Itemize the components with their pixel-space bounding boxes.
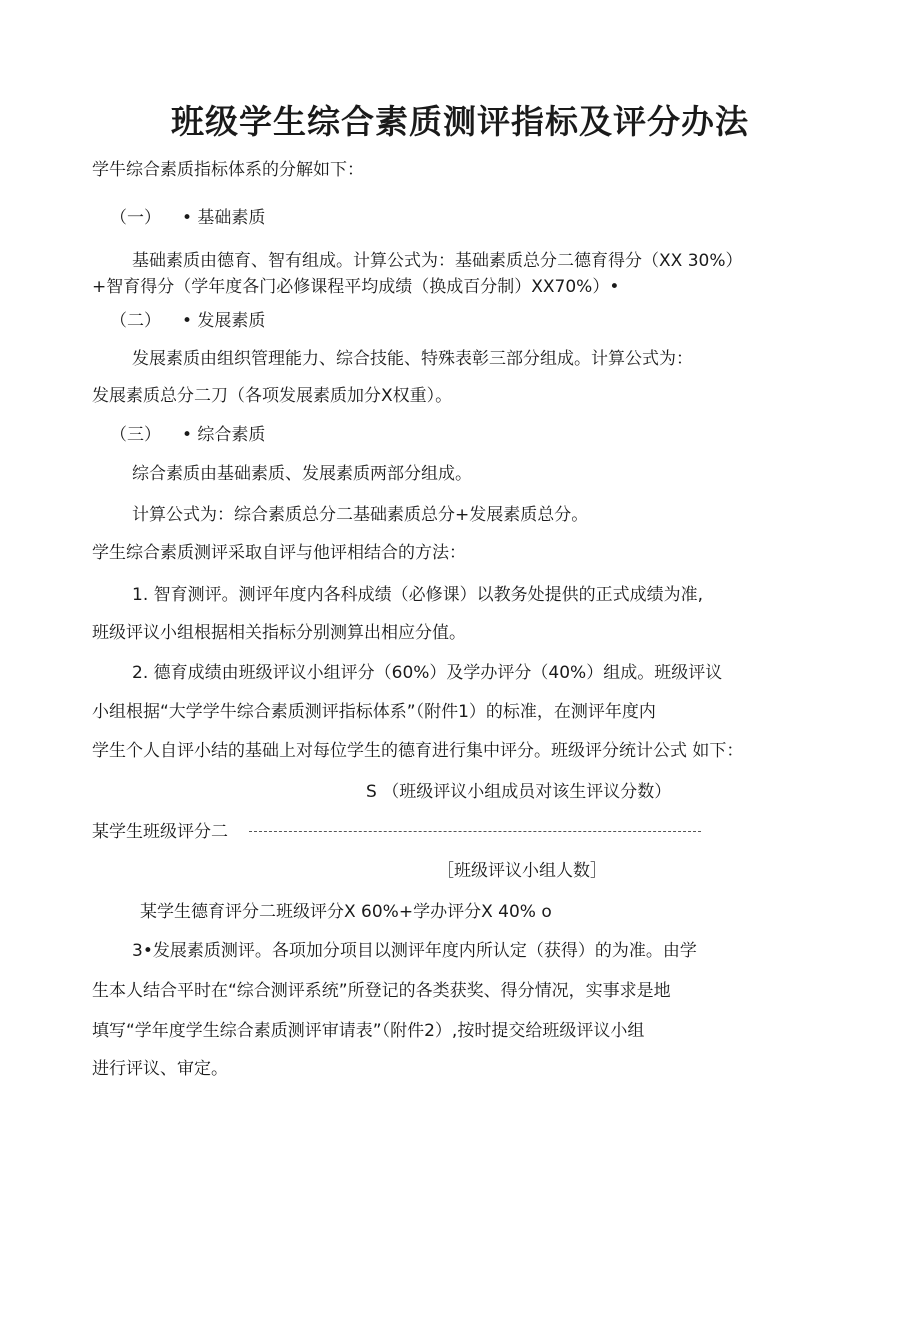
item-2-line-1: 2. 德育成绩由班级评议小组评分（60%）及学办评分（40%）组成。班级评议: [132, 663, 723, 683]
item-3-line-3: 填写“学年度学生综合素质测评审请表”（附件2）,按时提交给班级评议小组: [92, 1021, 645, 1041]
section-2-number: （二）: [110, 311, 161, 331]
item-3-line-4: 进行评议、审定。: [92, 1059, 228, 1079]
item-1-line-1: 1. 智育测评。测评年度内各科成绩（必修课）以教务处提供的正式成绩为准,: [132, 585, 704, 605]
item-3-line-2: 生本人结合平时在“综合测评系统”所登记的各类获奖、得分情况，实事求是地: [92, 981, 671, 1001]
formula-denominator: ［班级评议小组人数］: [437, 861, 607, 881]
section-3-body-line-2: 计算公式为：综合素质总分二基础素质总分+发展素质总分。: [132, 505, 589, 525]
document-title: 班级学生综合素质测评指标及评分办法: [171, 102, 749, 141]
section-1-body-line-2: +智育得分（学年度各门必修课程平均成绩（换成百分制）XX70%）•: [92, 277, 620, 297]
moral-score-formula: 某学生德育评分二班级评分X 60%+学办评分X 40% o: [140, 902, 552, 922]
section-3-number: （三）: [110, 425, 161, 445]
section-1-body-line-1: 基础素质由德育、智有组成。计算公式为：基础素质总分二德育得分（XX 30%）: [132, 251, 743, 271]
formula-fraction-bar: [249, 831, 701, 832]
section-2-body-line-1: 发展素质由组织管理能力、综合技能、特殊表彰三部分组成。计算公式为：: [132, 349, 693, 369]
item-2-line-3: 学生个人自评小结的基础上对每位学生的德育进行集中评分。班级评分统计公式 如下：: [92, 741, 744, 761]
section-2-heading: • 发展素质: [182, 311, 266, 331]
formula-numerator: S （班级评议小组成员对该生评议分数）: [366, 782, 672, 802]
method-intro: 学生综合素质测评采取自评与他评相结合的方法：: [92, 543, 466, 563]
item-2-line-2: 小组根据“大学学牛综合素质测评指标体系”（附件1）的标准，在测评年度内: [92, 702, 656, 722]
section-1-number: （一）: [110, 208, 161, 228]
formula-lhs: 某学生班级评分二: [92, 822, 228, 842]
item-3-line-1: 3•发展素质测评。各项加分项目以测评年度内所认定（获得）的为准。由学: [132, 941, 697, 961]
item-1-line-2: 班级评议小组根据相关指标分别测算出相应分值。: [92, 623, 466, 643]
section-3-heading: • 综合素质: [182, 425, 266, 445]
section-3-body-line-1: 综合素质由基础素质、发展素质两部分组成。: [132, 464, 472, 484]
section-2-body-line-2: 发展素质总分二刀（各项发展素质加分X权重）。: [92, 386, 453, 406]
intro-text: 学牛综合素质指标体系的分解如下：: [92, 160, 364, 180]
section-1-heading: • 基础素质: [182, 208, 266, 228]
